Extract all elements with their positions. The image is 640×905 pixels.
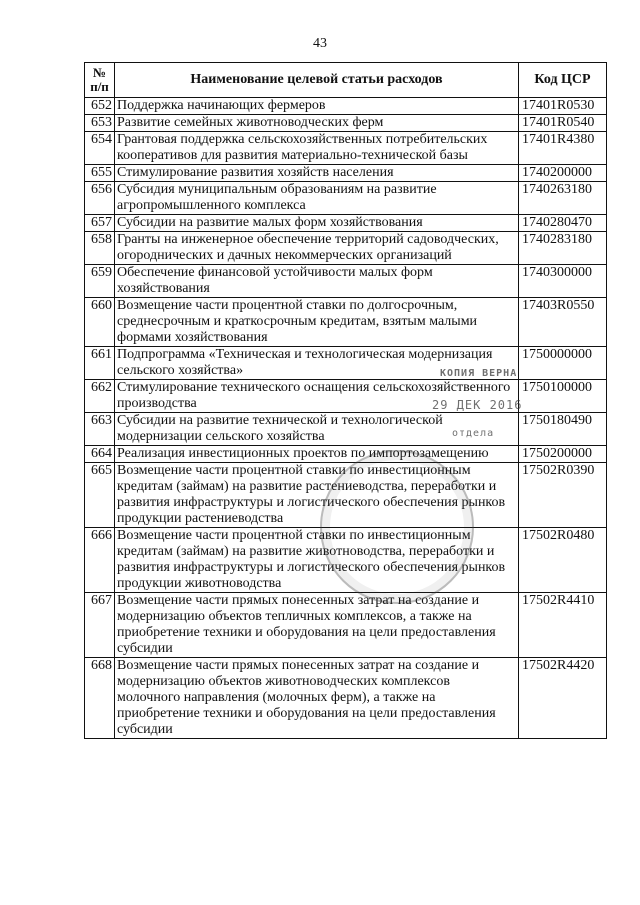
table-row bbox=[85, 115, 607, 132]
row-code: 17502R0480 bbox=[519, 528, 607, 593]
row-name: Гранты на инженерное обеспечение территорий садоводческих, огороднических и дачных некоммерческих организаций bbox=[115, 232, 519, 265]
row-number: 653 bbox=[85, 115, 115, 132]
row-number: 658 bbox=[85, 232, 115, 265]
row-code: 17502R0390 bbox=[519, 463, 607, 528]
row-number: 668 bbox=[85, 658, 115, 739]
row-name: Стимулирование технического оснащения сельскохозяйственного производства bbox=[115, 380, 519, 413]
row-number: 654 bbox=[85, 132, 115, 165]
table-row bbox=[85, 380, 607, 413]
row-name: Субсидия муниципальным образованиям на развитие агропромышленного комплекса bbox=[115, 182, 519, 215]
row-name: Возмещение части процентной ставки по инвестиционным кредитам (займам) на развитие растениеводства, переработки и развития инфраструктуры и логистического обеспечения рынков продукции растениеводства bbox=[115, 463, 519, 528]
row-code: 1750180490 bbox=[519, 413, 607, 446]
header-num: № п/п bbox=[85, 63, 115, 98]
table-row bbox=[85, 165, 607, 182]
row-name: Возмещение части прямых понесенных затрат на создание и модернизацию объектов животноводческих комплексов молочного направления (молочных ферм), а также на приобретение техники и оборудования на цели предоставления субсидии bbox=[115, 658, 519, 739]
row-name: Поддержка начинающих фермеров bbox=[115, 98, 519, 115]
row-code: 1750100000 bbox=[519, 380, 607, 413]
row-code: 17401R0530 bbox=[519, 98, 607, 115]
row-code: 1750000000 bbox=[519, 347, 607, 380]
row-code: 1740300000 bbox=[519, 265, 607, 298]
row-code: 1740263180 bbox=[519, 182, 607, 215]
table-row bbox=[85, 232, 607, 265]
table-row bbox=[85, 215, 607, 232]
page-number: 43 bbox=[313, 36, 327, 51]
row-code: 17401R0540 bbox=[519, 115, 607, 132]
row-number: 663 bbox=[85, 413, 115, 446]
row-number: 652 bbox=[85, 98, 115, 115]
row-name: Грантовая поддержка сельскохозяйственных потребительских кооперативов для развития материально-технической базы bbox=[115, 132, 519, 165]
row-name: Стимулирование развития хозяйств населения bbox=[115, 165, 519, 182]
table-row bbox=[85, 593, 607, 658]
row-name: Возмещение части процентной ставки по инвестиционным кредитам (займам) на развитие животноводства, переработки и развития инфраструктуры и логистического обеспечения рынков продукции животноводства bbox=[115, 528, 519, 593]
row-name: Реализация инвестиционных проектов по импортозамещению bbox=[115, 446, 519, 463]
row-name: Возмещение части прямых понесенных затрат на создание и модернизацию объектов тепличных комплексов, а также на приобретение техники и оборудования на цели предоставления субсидии bbox=[115, 593, 519, 658]
table-row bbox=[85, 265, 607, 298]
copy-stamp: КОПИЯ ВЕРНА bbox=[440, 368, 518, 379]
table-row bbox=[85, 463, 607, 528]
row-number: 666 bbox=[85, 528, 115, 593]
row-code: 1740280470 bbox=[519, 215, 607, 232]
row-code: 1740200000 bbox=[519, 165, 607, 182]
row-name: Субсидии на развитие малых форм хозяйствования bbox=[115, 215, 519, 232]
table-row bbox=[85, 446, 607, 463]
row-name: Субсидии на развитие технической и технологической модернизации сельского хозяйства bbox=[115, 413, 519, 446]
date-stamp: 29 ДЕК 2016 bbox=[432, 398, 523, 412]
row-name: Обеспечение финансовой устойчивости малых форм хозяйствования bbox=[115, 265, 519, 298]
row-code: 17502R4410 bbox=[519, 593, 607, 658]
row-name: Возмещение части процентной ставки по долгосрочным, среднесрочным и краткосрочным кредитам, взятым малыми формами хозяйствования bbox=[115, 298, 519, 347]
table-row bbox=[85, 347, 607, 380]
row-number: 660 bbox=[85, 298, 115, 347]
header-name: Наименование целевой статьи расходов bbox=[115, 63, 519, 98]
row-code: 17401R4380 bbox=[519, 132, 607, 165]
table-row bbox=[85, 528, 607, 593]
budget-table bbox=[84, 62, 607, 739]
row-number: 657 bbox=[85, 215, 115, 232]
row-number: 656 bbox=[85, 182, 115, 215]
row-number: 661 bbox=[85, 347, 115, 380]
row-code: 1750200000 bbox=[519, 446, 607, 463]
row-name: Подпрограмма «Техническая и технологическая модернизация сельского хозяйства» bbox=[115, 347, 519, 380]
row-code: 17502R4420 bbox=[519, 658, 607, 739]
table-row bbox=[85, 132, 607, 165]
row-number: 665 bbox=[85, 463, 115, 528]
row-number: 655 bbox=[85, 165, 115, 182]
dept-stamp: отдела bbox=[452, 428, 495, 439]
row-number: 667 bbox=[85, 593, 115, 658]
row-name: Развитие семейных животноводческих ферм bbox=[115, 115, 519, 132]
table-header-row bbox=[85, 63, 607, 98]
table-row bbox=[85, 98, 607, 115]
table-row bbox=[85, 658, 607, 739]
row-number: 664 bbox=[85, 446, 115, 463]
row-code: 17403R0550 bbox=[519, 298, 607, 347]
table-row bbox=[85, 182, 607, 215]
header-code: Код ЦСР bbox=[519, 63, 607, 98]
row-number: 662 bbox=[85, 380, 115, 413]
row-number: 659 bbox=[85, 265, 115, 298]
table-row bbox=[85, 413, 607, 446]
table-row bbox=[85, 298, 607, 347]
row-code: 1740283180 bbox=[519, 232, 607, 265]
